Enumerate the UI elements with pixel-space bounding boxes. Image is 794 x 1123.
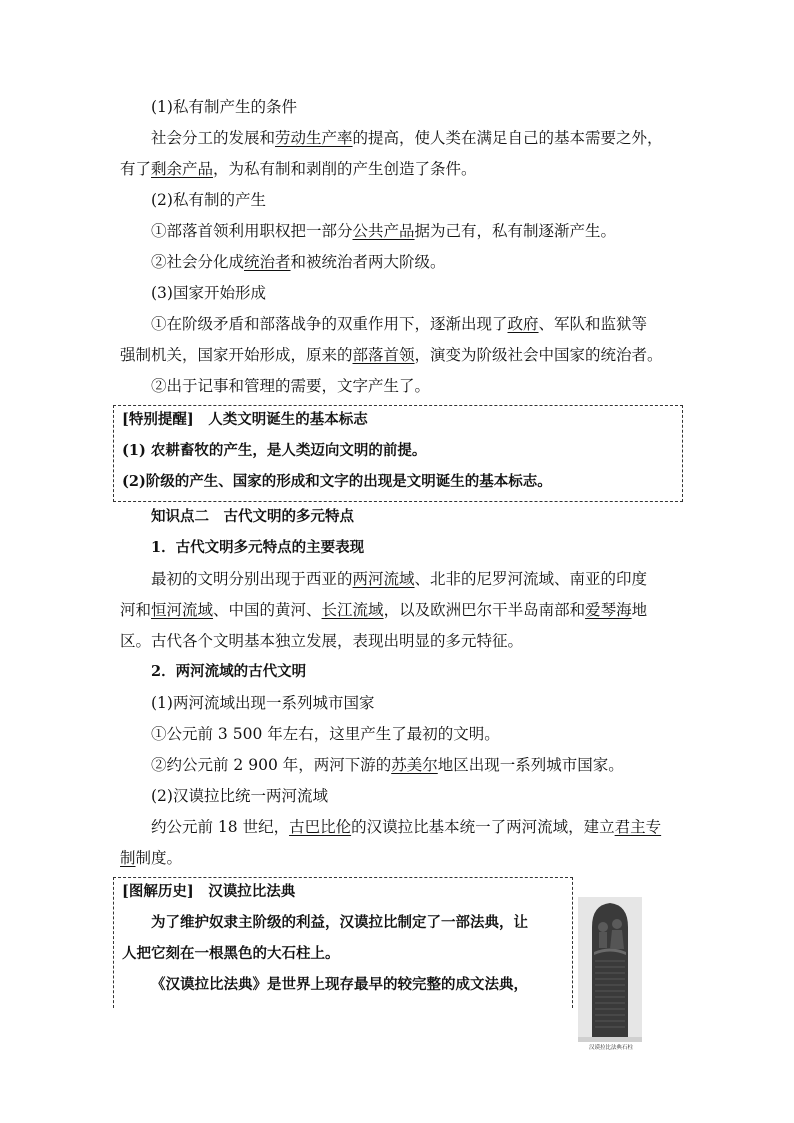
paragraph-line: ①公元前 3 500 年左右，这里产生了最初的文明。 (151, 725, 500, 743)
special-reminder-line: (2)阶级的产生、国家的形成和文字的出现是文明诞生的基本标志。 (122, 473, 552, 490)
stele-caption: 汉谟拉比法典石柱 (588, 1045, 633, 1051)
paragraph-line: ①部落首领利用职权把一部分公共产品据为己有，私有制逐渐产生。 (151, 222, 617, 240)
illustrated-history-title: [图解历史] 汉谟拉比法典 (122, 883, 296, 900)
paragraph-line: 制制度。 (120, 849, 183, 867)
special-reminder-line: (1) 农耕畜牧的产生，是人类迈向文明的前提。 (122, 442, 427, 459)
paragraph-line: 有了剩余产品，为私有制和剥削的产生创造了条件。 (120, 160, 477, 178)
heading-hammurabi-unification: (2)汉谟拉比统一两河流域 (151, 787, 328, 805)
paragraph-line: 最初的文明分别出现于西亚的两河流域、北非的尼罗河流域、南亚的印度 (151, 570, 648, 588)
paragraph-line: ②出于记事和管理的需要，文字产生了。 (151, 377, 431, 395)
hammurabi-stele-image (578, 897, 642, 1042)
subheading-diversity: 1．古代文明多元特点的主要表现 (151, 539, 365, 556)
knowledge-point-heading: 知识点二 古代文明的多元特点 (151, 508, 354, 525)
special-reminder-title: [特别提醒] 人类文明诞生的基本标志 (122, 411, 368, 428)
paragraph-line: 强制机关，国家开始形成，原来的部落首领，演变为阶级社会中国家的统治者。 (120, 346, 663, 364)
paragraph-line: ②约公元前 2 900 年，两河下游的苏美尔地区出现一系列城市国家。 (151, 756, 624, 774)
paragraph-line: 社会分工的发展和劳动生产率的提高，使人类在满足自己的基本需要之外， (151, 129, 663, 147)
paragraph-line: ②社会分化成统治者和被统治者两大阶级。 (151, 253, 446, 271)
paragraph-line: 区。古代各个文明基本独立发展，表现出明显的多元特征。 (120, 632, 524, 650)
heading-state-formation: (3)国家开始形成 (151, 284, 266, 302)
illustrated-history-line: 《汉谟拉比法典》是世界上现存最早的较完整的成文法典， (151, 976, 528, 993)
heading-private-ownership-origin: (2)私有制的产生 (151, 191, 266, 209)
paragraph-line: 约公元前 18 世纪，古巴比伦的汉谟拉比基本统一了两河流域，建立君主专 (151, 818, 662, 836)
paragraph-line: 河和恒河流域、中国的黄河、长江流域，以及欧洲巴尔干半岛南部和爱琴海地 (120, 601, 648, 619)
paragraph-line: ①在阶级矛盾和部落战争的双重作用下，逐渐出现了政府、军队和监狱等 (151, 315, 648, 333)
heading-city-states: (1)两河流域出现一系列城市国家 (151, 694, 375, 712)
illustrated-history-line: 为了维护奴隶主阶级的利益，汉谟拉比制定了一部法典，让 (151, 914, 528, 931)
illustrated-history-line: 人把它刻在一根黑色的大石柱上。 (122, 945, 340, 962)
heading-private-ownership-conditions: (1)私有制产生的条件 (151, 98, 297, 116)
subheading-mesopotamia: 2．两河流域的古代文明 (151, 663, 307, 680)
